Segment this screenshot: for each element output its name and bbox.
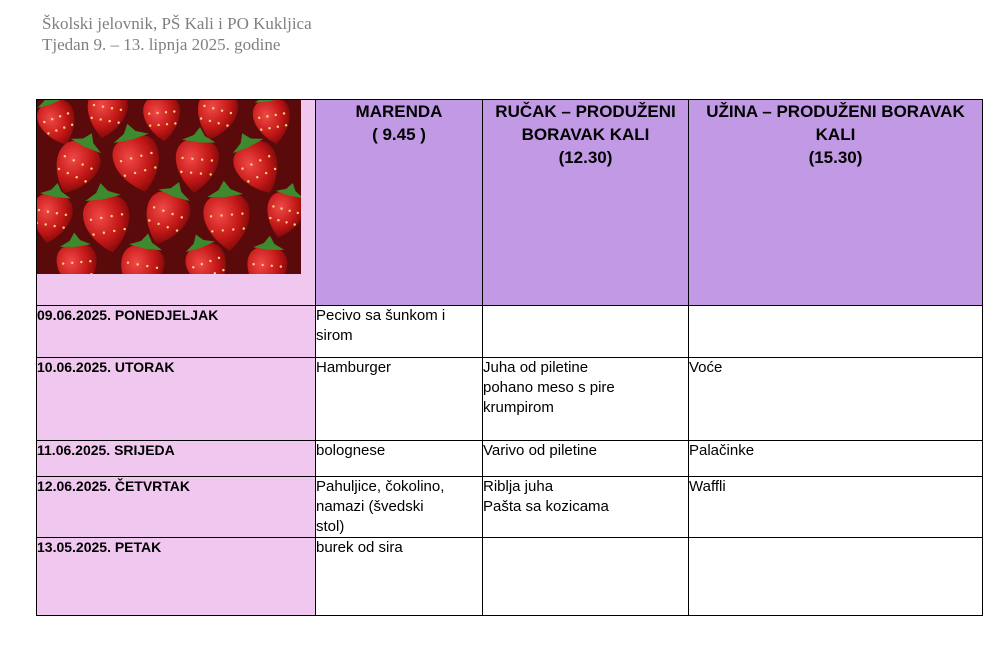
day-cell: 10.06.2025. UTORAK xyxy=(37,358,316,441)
day-cell: 09.06.2025. PONEDJELJAK xyxy=(37,306,316,358)
rucak-cell: Riblja juha Pašta sa kozicama xyxy=(483,477,689,538)
menu-table xyxy=(36,99,983,616)
rucak-cell: Varivo od piletine xyxy=(483,441,689,477)
column-header-uzina: UŽINA – PRODUŽENI BORAVAK KALI (15.30) xyxy=(689,100,983,306)
table-row xyxy=(37,441,983,477)
table-row xyxy=(37,306,983,358)
uzina-cell xyxy=(689,538,983,616)
uzina-cell xyxy=(689,306,983,358)
marenda-cell: bolognese xyxy=(316,441,483,477)
photo-cell xyxy=(37,100,316,306)
day-cell: 12.06.2025. ČETVRTAK xyxy=(37,477,316,538)
document-header xyxy=(42,13,312,55)
uzina-cell: Palačinke xyxy=(689,441,983,477)
uzina-cell: Waffli xyxy=(689,477,983,538)
column-header-rucak: RUČAK – PRODUŽENI BORAVAK KALI (12.30) xyxy=(483,100,689,306)
marenda-cell: Pahuljice, čokolino, namazi (švedski stol) xyxy=(316,477,483,538)
uzina-cell: Voće xyxy=(689,358,983,441)
table-header-row xyxy=(37,100,983,306)
table-row xyxy=(37,358,983,441)
table-row xyxy=(37,477,983,538)
column-header-marenda: MARENDA ( 9.45 ) xyxy=(316,100,483,306)
header-title: Školski jelovnik, PŠ Kali i PO Kukljica xyxy=(42,14,312,33)
rucak-cell: Juha od piletine pohano meso s pire krumpirom xyxy=(483,358,689,441)
rucak-cell xyxy=(483,306,689,358)
marenda-cell: Pecivo sa šunkom i sirom xyxy=(316,306,483,358)
strawberries-photo xyxy=(37,100,301,274)
header-week: Tjedan 9. – 13. lipnja 2025. godine xyxy=(42,35,281,54)
rucak-cell xyxy=(483,538,689,616)
marenda-cell: Hamburger xyxy=(316,358,483,441)
marenda-cell: burek od sira xyxy=(316,538,483,616)
table-row xyxy=(37,538,983,616)
day-cell: 11.06.2025. SRIJEDA xyxy=(37,441,316,477)
day-cell: 13.05.2025. PETAK xyxy=(37,538,316,616)
